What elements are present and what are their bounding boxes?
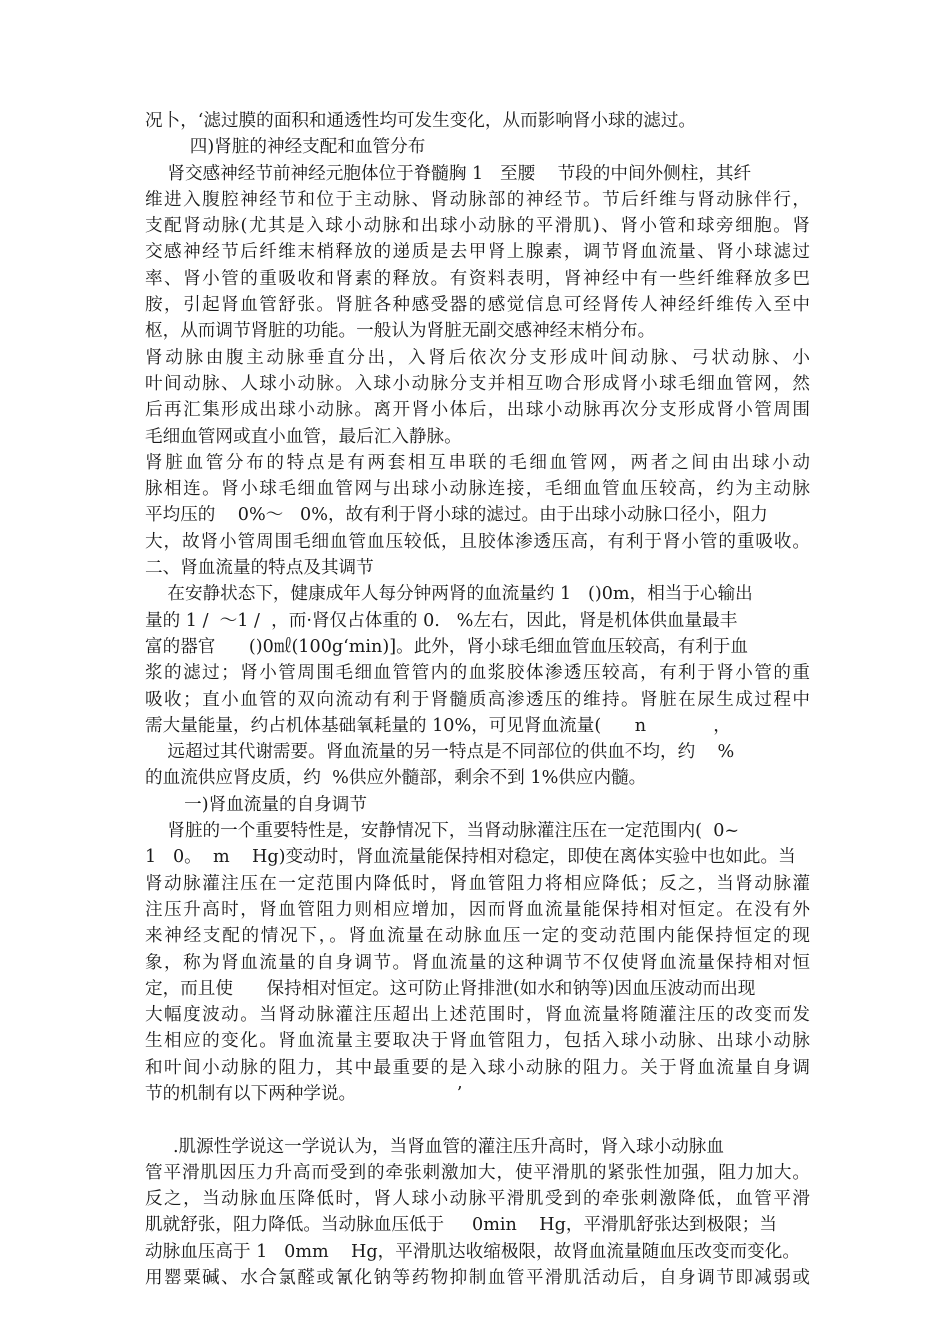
- text-line: 浆的滤过；肾小管周围毛细血管管内的血浆胶体渗透压较高，有利于肾小管的重: [145, 663, 810, 684]
- text-line: 二、肾血流量的特点及其调节: [145, 558, 374, 579]
- text-line: [145, 1107, 810, 1133]
- text-line: 注压升高时，肾血管阻力则相应增加，因而肾血流量能保持相对恒定。在没有外: [145, 899, 810, 920]
- text-line: 支配肾动脉(尤其是入球小动脉和出球小动脉的平滑肌)、肾小管和球旁细胞。肾: [145, 216, 810, 237]
- text-line: 肌就舒张，阻力降低。当动脉血压低于 0min Hg，平滑肌舒张达到极限；当: [145, 1215, 777, 1236]
- text-line: 肾脏血管分布的特点是有两套相互串联的毛细血管网，两者之间由出球小动: [145, 452, 810, 473]
- text-line: 生相应的变化。肾血流量主要取决于肾血管阻力，包括入球小动脉、出球小动脉: [145, 1031, 810, 1052]
- text-line: 毛细血管网或直小血管，最后汇入静脉。: [145, 426, 462, 447]
- text-line: 后再汇集形成出球小动脉。离开肾小体后，出球小动脉再次分支形成肾小管周围: [145, 400, 810, 421]
- text-line: 远超过其代谢需要。肾血流量的另一特点是不同部位的供血不均，约 %: [145, 742, 735, 763]
- text-line: 动脉血压高于 1 0mm Hg，平滑肌达收缩极限，故肾血流量随血压改变而变化。: [145, 1241, 800, 1262]
- text-line: .肌源性学说这一学说认为，当肾血管的灌注压升高时，肾入球小动脉血: [145, 1136, 724, 1157]
- text-line: 一)肾血流量的自身调节: [145, 794, 367, 815]
- text-line: 肾脏的一个重要特性是，安静情况下，当肾动脉灌注压在一定范围内( 0~: [145, 821, 740, 842]
- document-page: [145, 108, 810, 1291]
- text-line: 需大量能量，约占机体基础氧耗量的 10%，可见肾血流量( n ，: [145, 715, 731, 736]
- text-line: 节的机制有以下两种学说。 ’: [145, 1083, 463, 1104]
- text-line: 用罂粟碱、水合氯醛或氰化钠等药物抑制血管平滑肌活动后，自身调节即减弱或: [145, 1268, 810, 1289]
- text-line: 富的器官 ()0㎖(100g‘min)]。此外，肾小球毛细血管血压较高，有利于血: [145, 636, 748, 657]
- text-line: 交感神经节后纤维末梢释放的递质是去甲肾上腺素，调节肾血流量、肾小球滤过: [145, 242, 810, 263]
- text-line: 大，故肾小管周围毛细血管血压较低，且胶体渗透压高，有利于肾小管的重吸收。: [145, 531, 810, 552]
- text-line: 率、肾小管的重吸收和肾素的释放。有资料表明，肾神经中有一些纤维释放多巴: [145, 268, 810, 289]
- text-line: 胺，引起肾血管舒张。肾脏各种感受器的感觉信息可经肾传人神经纤维传入至中: [145, 295, 810, 316]
- text-line: 的血流供应肾皮质，约 %供应外髓部，剩余不到 1%供应内髓。: [145, 768, 647, 789]
- text-line: 1 0。 m Hg)变动时，肾血流量能保持相对稳定，即使在离体实验中也如此。当: [145, 847, 796, 868]
- text-line: 平均压的 0%～ 0%，故有利于肾小球的滤过。由于出球小动脉口径小，阻力: [145, 505, 768, 526]
- text-line: 管平滑肌因压力升高而受到的牵张刺激加大，使平滑肌的紧张性加强，阻力加大。: [145, 1162, 810, 1183]
- text-line: 维进入腹腔神经节和位于主动脉、肾动脉部的神经节。节后纤维与肾动脉伴行，: [145, 189, 810, 210]
- text-line: 吸收；直小血管的双向流动有利于肾髓质高渗透压的维持。肾脏在尿生成过程中: [145, 689, 810, 710]
- text-line: 叶间动脉、人球小动脉。入球小动脉分支并相互吻合形成肾小球毛细血管网，然: [145, 373, 810, 394]
- text-line: 枢，从而调节肾脏的功能。一般认为肾脏无副交感神经末梢分布。: [145, 321, 656, 342]
- text-line: 肾动脉灌注压在一定范围内降低时，肾血管阻力将相应降低；反之，当肾动脉灌: [145, 873, 810, 894]
- text-line: 来神经支配的情况下，。肾血流量在动脉血压一定的变动范围内能保持恒定的现: [145, 926, 810, 947]
- text-line: 定，而且使 保持相对恒定。这可防止肾排泄(如水和钠等)因血压波动而出现: [145, 978, 756, 999]
- text-line: 量的 1 / ～1 / ，而·肾仅占体重的 0. %左右，因此，肾是机体供血量最丰: [145, 610, 738, 631]
- text-line: 大幅度波动。当肾动脉灌注压超出上述范围时，肾血流量将随灌注压的改变而发: [145, 1005, 810, 1026]
- text-line: 在安静状态下，健康成年人每分钟两肾的血流量约 1 ()0m，相当于心输出: [145, 584, 753, 605]
- text-line: 反之，当动脉血压降低时，肾人球小动脉平滑肌受到的牵张刺激降低，血管平滑: [145, 1189, 810, 1210]
- text-line: 肾交感神经节前神经元胞体位于脊髓胸 1 至腰 节段的中间外侧柱，其纤: [145, 163, 752, 184]
- text-line: 况卜，‘滤过膜的面积和通透性均可发生变化，从而影响肾小球的滤过。: [145, 111, 697, 131]
- text-line: 四)肾脏的神经支配和血管分布: [145, 137, 426, 158]
- text-line: 象，称为肾血流量的自身调节。肾血流量的这种调节不仅使肾血流量保持相对恒: [145, 952, 810, 973]
- text-line: 和叶间小动脉的阻力，其中最重要的是入球小动脉的阻力。关于肾血流量自身调: [145, 1057, 810, 1078]
- text-line: 脉相连。肾小球毛细血管网与出球小动脉连接，毛细血管血压较高，约为主动脉: [145, 479, 810, 500]
- text-line: 肾动脉由腹主动脉垂直分出，入肾后依次分支形成叶间动脉、弓状动脉、小: [145, 347, 810, 368]
